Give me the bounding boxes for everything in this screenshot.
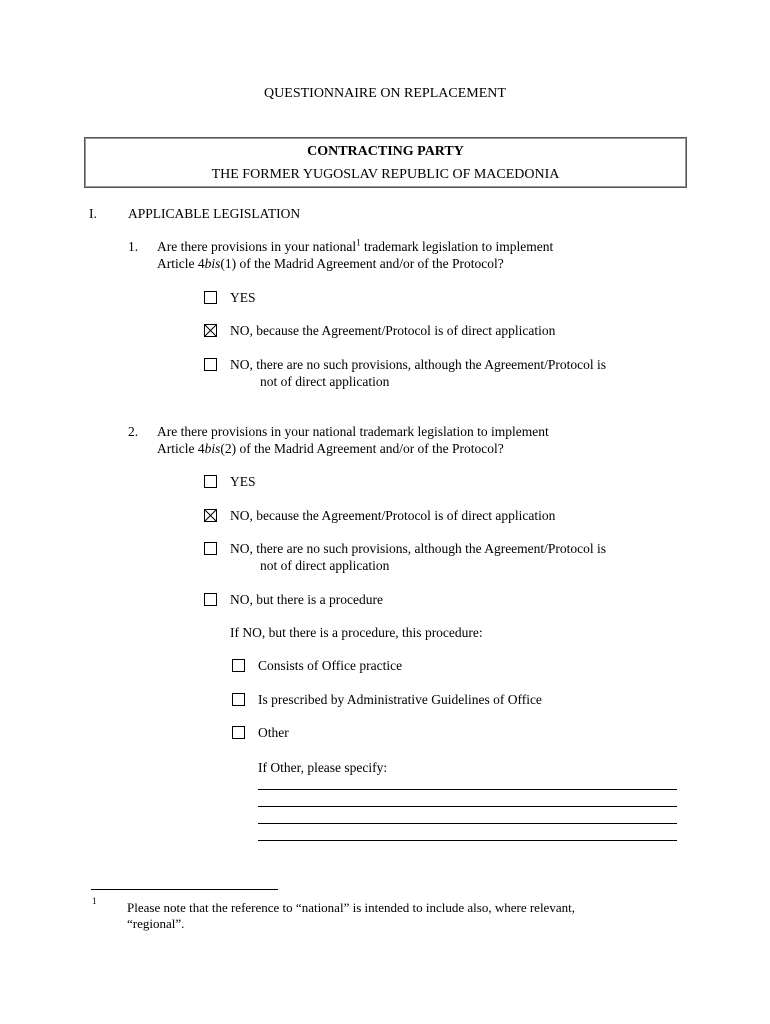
- q1-no-direct-checkbox[interactable]: [204, 324, 217, 337]
- question-2-line-2: Article 4bis(2) of the Madrid Agreement and/or of the Protocol?: [157, 441, 504, 456]
- specify-line-1[interactable]: [258, 789, 677, 790]
- section-numeral: I.: [89, 206, 97, 221]
- question-2-number: 2.: [128, 424, 139, 439]
- q2-yes-checkbox[interactable]: [204, 475, 217, 488]
- specify-line-2[interactable]: [258, 806, 677, 807]
- footnote-mark: 1: [92, 896, 97, 906]
- question-1-line-1: Are there provisions in your national$^1$ trademark legislation to implement: [157, 237, 554, 254]
- footnote-text-line-1: Please note that the reference to “national” is intended to include also, where relevant,: [127, 900, 575, 915]
- q2-no-provisions-label: NO, there are no such provisions, although the Agreement/Protocol is: [230, 541, 607, 556]
- contracting-party-box: [84, 137, 687, 188]
- q1-yes-checkbox[interactable]: [204, 291, 217, 304]
- other-checkbox[interactable]: [232, 726, 245, 739]
- office-practice-checkbox[interactable]: [232, 659, 245, 672]
- q2-no-procedure-label: NO, but there is a procedure: [230, 592, 383, 607]
- q2-yes-label: YES: [230, 474, 256, 489]
- checkbox-cross-icon: [205, 510, 216, 521]
- q1-no-provisions-label-cont: not of direct application: [260, 374, 390, 389]
- footnote-separator: [91, 889, 278, 890]
- procedure-intro: If NO, but there is a procedure, this procedure:: [230, 625, 483, 640]
- q1-no-provisions-label: NO, there are no such provisions, although the Agreement/Protocol is: [230, 357, 607, 372]
- q1-yes-label: YES: [230, 290, 256, 305]
- q2-no-provisions-label-cont: not of direct application: [260, 558, 390, 573]
- q2-no-direct-label: NO, because the Agreement/Protocol is of direct application: [230, 508, 556, 523]
- document-title: QUESTIONNAIRE ON REPLACEMENT: [264, 86, 506, 101]
- section-title: APPLICABLE LEGISLATION: [128, 206, 301, 221]
- other-label: Other: [258, 725, 289, 740]
- checkbox-cross-icon: [205, 325, 216, 336]
- q1-no-provisions-checkbox[interactable]: [204, 358, 217, 371]
- question-2-line-1: Are there provisions in your national trademark legislation to implement: [157, 424, 549, 439]
- question-1-number: 1.: [128, 239, 139, 254]
- q2-no-procedure-checkbox[interactable]: [204, 593, 217, 606]
- contracting-party-heading: CONTRACTING PARTY: [307, 144, 464, 159]
- specify-line-4[interactable]: [258, 840, 677, 841]
- other-specify-prompt: If Other, please specify:: [258, 760, 388, 775]
- admin-guidelines-label: Is prescribed by Administrative Guidelines of Office: [258, 692, 542, 707]
- footnote-text-line-2: “regional”.: [127, 916, 185, 931]
- q2-no-direct-checkbox[interactable]: [204, 509, 217, 522]
- specify-line-3[interactable]: [258, 823, 677, 824]
- question-1-line-2: Article 4bis(1) of the Madrid Agreement and/or of the Protocol?: [157, 256, 504, 271]
- office-practice-label: Consists of Office practice: [258, 658, 403, 673]
- footnote-reference: 1: [356, 237, 361, 248]
- q2-no-provisions-checkbox[interactable]: [204, 542, 217, 555]
- q1-no-direct-label: NO, because the Agreement/Protocol is of direct application: [230, 323, 556, 338]
- admin-guidelines-checkbox[interactable]: [232, 693, 245, 706]
- contracting-party-name: THE FORMER YUGOSLAV REPUBLIC OF MACEDONIA: [211, 167, 560, 182]
